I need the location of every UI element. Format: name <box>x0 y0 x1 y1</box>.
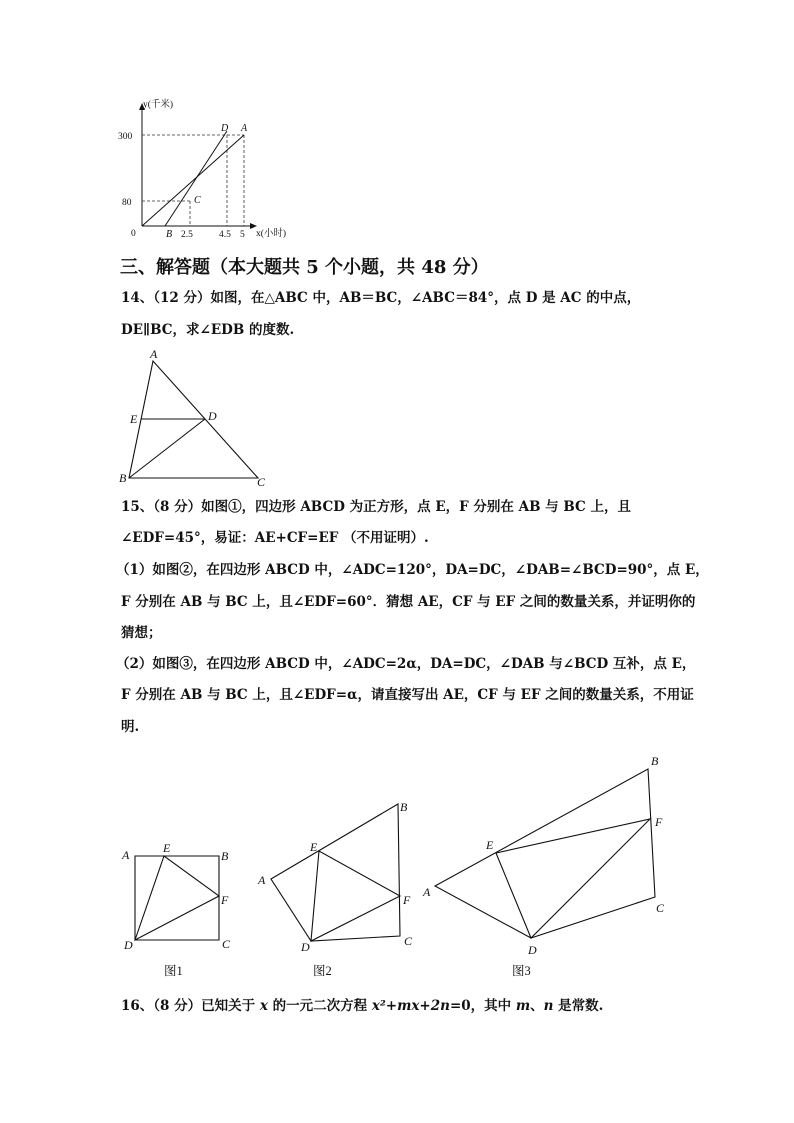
fig2-caption: 图2 <box>313 964 332 978</box>
origin-label: 0 <box>131 229 136 239</box>
fig3-caption: 图3 <box>512 964 531 978</box>
fig1-caption: 图1 <box>164 964 183 978</box>
section-heading: 三、解答题（本大题共 5 个小题，共 48 分） <box>120 257 489 278</box>
label-B: B <box>119 471 127 485</box>
fig2-quadrilateral <box>271 804 400 941</box>
q15-line5: 猜想； <box>121 625 162 641</box>
x-axis-label: x(小时) <box>256 229 287 239</box>
x-tick-2.5: 2.5 <box>181 230 193 240</box>
label-A: A <box>150 347 158 361</box>
q16-line1 <box>121 1000 603 1014</box>
q14-line2: DE∥BC，求∠EDB 的度数. <box>121 322 295 338</box>
fig3-quadrilateral <box>435 769 655 938</box>
fig1-label-A: A <box>122 848 130 862</box>
figure-2 <box>257 800 413 978</box>
fig1-label-B: B <box>221 849 229 863</box>
point-C-label: C <box>194 195 201 206</box>
q15-line7: F 分别在 AB 与 BC 上，且∠EDF=α，请直接写出 AE，CF 与 EF 之间的数量关系，不用证 <box>121 687 694 703</box>
figure-1 <box>121 841 231 978</box>
fig1-label-F: F <box>221 893 229 907</box>
fig3-label-A: A <box>423 885 431 899</box>
fig1-square <box>135 856 219 940</box>
fig1-triangle-DEF <box>135 856 219 940</box>
fig2-label-C: C <box>404 934 413 948</box>
figure-3 <box>422 754 665 978</box>
point-D-label: D <box>221 123 229 134</box>
fig2-label-E: E <box>310 840 318 854</box>
q16-text-c: =0，其中 <box>449 998 516 1014</box>
q16-text-e: 是常数. <box>553 998 604 1014</box>
y-tick-80: 80 <box>122 198 132 208</box>
q15-line4: F 分别在 AB 与 BC 上，且∠EDF=60°．猜想 AE，CF 与 EF 之间的数量关系，并证明你的 <box>121 594 696 610</box>
fig3-label-D: D <box>528 943 537 957</box>
y-tick-300: 300 <box>118 132 133 142</box>
q16-text-d: 、 <box>530 998 544 1014</box>
fig3-label-F: F <box>655 815 663 829</box>
q15-line8: 明. <box>121 719 140 735</box>
x-tick-5: 5 <box>240 230 245 240</box>
q16-text-b: 的一元二次方程 <box>267 998 372 1014</box>
fig3-label-B: B <box>651 754 659 768</box>
q16-var-x: x <box>259 998 268 1014</box>
point-A-label: A <box>241 123 248 134</box>
fig2-label-A: A <box>258 873 266 887</box>
fig3-label-E: E <box>486 838 494 852</box>
q16-text-a: 16、（8 分）已知关于 <box>121 998 260 1014</box>
fig2-label-B: B <box>400 800 408 814</box>
fig2-label-F: F <box>403 893 411 907</box>
q15-line3: （1）如图②，在四边形 ABCD 中，∠ADC=120°，DA=DC，∠DAB=∠BCD=90°，点 E， <box>116 562 709 578</box>
q15-line2: ∠EDF=45°，易证：AE+CF=EF （不用证明）. <box>121 530 429 546</box>
y-axis-label: y(千米) <box>143 100 174 110</box>
x-tick-4.5: 4.5 <box>219 230 231 240</box>
label-D: D <box>208 409 217 423</box>
q15-line1: 15、（8 分）如图①，四边形 ABCD 为正方形，点 E，F 分别在 AB 与 BC 上，且 <box>121 499 631 515</box>
q16-var-n: n <box>543 998 554 1014</box>
label-E: E <box>130 412 138 426</box>
q16-equation: x²+mx+2n <box>371 998 450 1014</box>
fig1-label-D: D <box>124 938 133 952</box>
q16-var-m: m <box>515 998 531 1014</box>
fig1-label-E: E <box>163 841 171 855</box>
fig1-label-C: C <box>222 937 231 951</box>
q14-line1: 14、（12 分）如图，在△ABC 中，AB＝BC，∠ABC＝84°，点 D 是 AC 的中点， <box>121 290 641 306</box>
label-C: C <box>257 475 266 489</box>
fig2-triangle-DEF <box>311 851 400 941</box>
fig3-label-C: C <box>656 901 665 915</box>
point-B-label: B <box>166 229 173 240</box>
q15-line6: （2）如图③，在四边形 ABCD 中，∠ADC=2α，DA=DC，∠DAB 与∠BCD 互补，点 E， <box>116 656 696 672</box>
fig2-label-D: D <box>301 940 310 954</box>
fig3-triangle-DEF <box>496 819 650 938</box>
